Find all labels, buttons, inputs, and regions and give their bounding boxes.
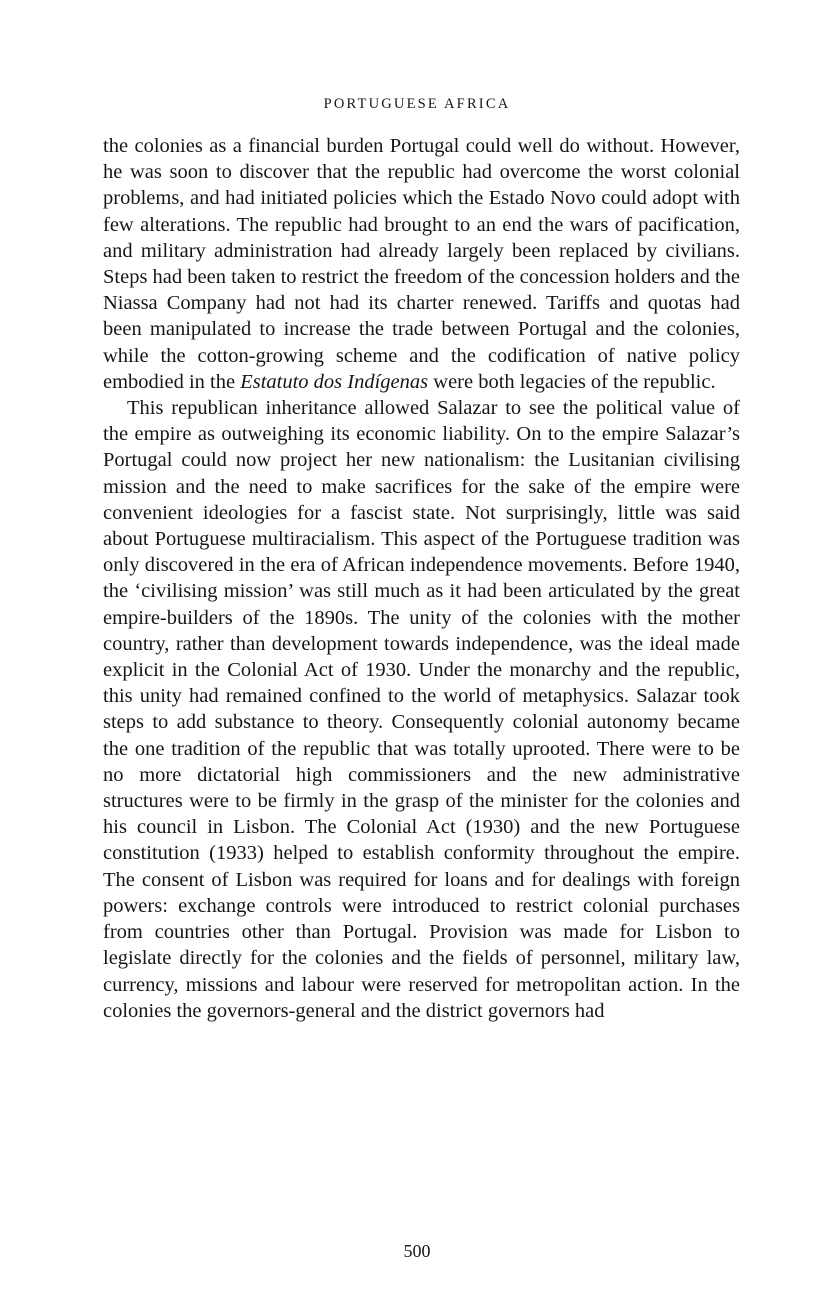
body-text [103,133,740,1024]
running-head: PORTUGUESE AFRICA [323,96,511,112]
italic-title: Estatuto dos Indígenas [240,370,429,393]
page-number: 500 [403,1241,431,1261]
paragraph-1 [103,133,740,395]
paragraph-1-text: the colonies as a financial burden Portugal could well do without. However, he was soon to discover that the republic had overcome the worst colonial problems, and had initiated policies which the Estado Novo could adopt with few alterations. The republic had brought to an end the wars of pacification, and military administration had already largely been replaced by civilians. Steps had been taken to restrict the freedom of the concession holders and the Niassa Company had not had its charter renewed. Tariffs and quotas had been manipulated to increase the trade between Portugal and the colonies, while the cotton-growing scheme and the codification of native policy embodied in the [103,135,741,393]
paragraph-1-text-end: were both legacies of the republic. [428,370,716,393]
paragraph-2: This republican inheritance allowed Salazar to see the political value of the empire as outweighing its economic liability. On to the empire Salazar’s Portugal could now project her new nationalism: the Lusitanian civilising mission and the need to make sacrifices for the sake of the empire were convenient ideologies for a fascist state. Not surprisingly, little was said about Portuguese multiracialism. This aspect of the Portuguese tradition was only discovered in the era of African independence movements. Before 1940, the ‘civilising mission’ was still much as it had been articulated by the great empire-builders of the 1890s. The unity of the colonies with the mother country, rather than development towards independence, was the ideal made explicit in the Colonial Act of 1930. Under the monarchy and the republic, this unity had remained confined to the world of metaphysics. Salazar took steps to add substance to theory. Consequently colonial autonomy became the one tradition of the republic that was totally uprooted. There were to be no more dictatorial high commissioners and the new administrative structures were to be firmly in the grasp of the minister for the colonies and his council in Lisbon. The Colonial Act (1930) and the new Portuguese constitution (1933) helped to establish conformity throughout the empire. The consent of Lisbon was required for loans and for dealings with foreign powers: exchange controls were introduced to restrict colonial purchases from countries other than Portugal. Provision was made for Lisbon to legislate directly for the colonies and the fields of personnel, military law, currency, missions and labour were reserved for metropolitan action. In the colonies the governors-general and the district governors had [103,397,740,1022]
